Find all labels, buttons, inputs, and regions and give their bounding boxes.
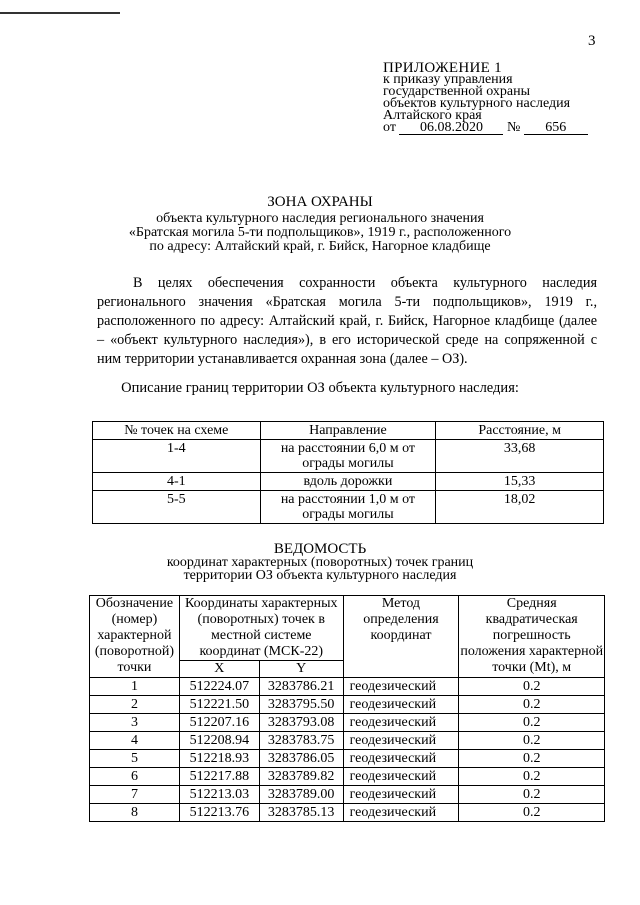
date-prefix: от	[383, 120, 396, 135]
cell-y: 3283783.75	[259, 732, 343, 750]
appendix-line: государственной охраны	[383, 84, 531, 99]
cell-number: 1	[90, 678, 180, 696]
cell-error: 0.2	[459, 804, 605, 822]
appendix-date-line	[383, 122, 588, 135]
cell-method: геодезический	[343, 768, 459, 786]
appendix-line: объектов культурного наследия	[383, 96, 571, 111]
zone-title-line: «Братская могила 5-ти подпольщиков», 1919 г., расположенного	[128, 225, 512, 240]
table-row	[93, 473, 604, 491]
cell-number: 8	[90, 804, 180, 822]
table-row	[93, 491, 604, 524]
header-coordinates: Координаты характерных (поворотных) точек в местной системе координат (МСК-22)	[179, 596, 343, 661]
header-error: Средняя квадратическая погрешность положения характерной точки (Mt), м	[459, 596, 605, 678]
appendix-block	[383, 62, 588, 135]
cell-direction: на расстоянии 1,0 м от ограды могилы	[260, 491, 436, 524]
number-label: №	[506, 120, 521, 135]
cell-error: 0.2	[459, 768, 605, 786]
cell-number: 4	[90, 732, 180, 750]
table-row	[90, 696, 605, 714]
intro-paragraph	[97, 274, 597, 369]
cell-x: 512218.93	[179, 750, 259, 768]
cell-number: 5	[90, 750, 180, 768]
cell-x: 512208.94	[179, 732, 259, 750]
cell-x: 512224.07	[179, 678, 259, 696]
scan-top-line	[0, 12, 120, 14]
cell-error: 0.2	[459, 786, 605, 804]
order-number: 656	[524, 122, 588, 135]
cell-method: геодезический	[343, 678, 459, 696]
table-row	[90, 786, 605, 804]
cell-distance: 33,68	[436, 440, 604, 473]
table-row	[90, 804, 605, 822]
header-x: X	[179, 661, 259, 678]
cell-points: 4-1	[93, 473, 261, 491]
cell-x: 512217.88	[179, 768, 259, 786]
table-row	[90, 768, 605, 786]
cell-y: 3283789.82	[259, 768, 343, 786]
header-point-number: Обозначение (номер) характерной (поворотной) точки	[90, 596, 180, 678]
page-number: 3	[588, 33, 596, 49]
cell-error: 0.2	[459, 750, 605, 768]
cell-number: 6	[90, 768, 180, 786]
header-y: Y	[259, 661, 343, 678]
cell-y: 3283795.50	[259, 696, 343, 714]
order-date: 06.08.2020	[399, 122, 503, 135]
table-row	[90, 750, 605, 768]
cell-y: 3283789.00	[259, 786, 343, 804]
cell-method: геодезический	[343, 750, 459, 768]
zone-title: ЗОНА ОХРАНЫ	[267, 194, 373, 210]
cell-method: геодезический	[343, 804, 459, 822]
cell-method: геодезический	[343, 714, 459, 732]
intro-paragraph-text: В целях обеспечения сохранности объекта культурного наследия регионального значения «Братская могила 5-ти подпольщиков», 1919 г., расположенного по адресу: Алтайский край, г. Бийск, Нагорное кладбище (далее – «объект культурного наследия»), в его исторической среде на сопряженной с ним территории устанавливается охранная зона (далее – ОЗ).	[97, 275, 597, 367]
cell-method: геодезический	[343, 786, 459, 804]
table-row	[93, 440, 604, 473]
table-header: Расстояние, м	[436, 422, 604, 440]
cell-method: геодезический	[343, 696, 459, 714]
cell-x: 512207.16	[179, 714, 259, 732]
vedomost-subtitle: координат характерных (поворотных) точек границ	[166, 555, 474, 570]
cell-distance: 15,33	[436, 473, 604, 491]
appendix-line: Алтайского края	[383, 108, 482, 123]
table-header: № точек на схеме	[93, 422, 261, 440]
coordinates-table	[89, 595, 605, 822]
cell-number: 7	[90, 786, 180, 804]
vedomost-subtitle: территории ОЗ объекта культурного наследия	[183, 568, 457, 583]
table-row	[90, 678, 605, 696]
cell-points: 5-5	[93, 491, 261, 524]
cell-direction: вдоль дорожки	[260, 473, 436, 491]
cell-error: 0.2	[459, 732, 605, 750]
description-title: Описание границ территории ОЗ объекта культурного наследия:	[121, 380, 519, 396]
appendix-heading: ПРИЛОЖЕНИЕ 1	[383, 60, 502, 76]
cell-method: геодезический	[343, 732, 459, 750]
vedomost-title: ВЕДОМОСТЬ	[273, 541, 367, 557]
table-header: Направление	[260, 422, 436, 440]
cell-direction: на расстоянии 6,0 м от ограды могилы	[260, 440, 436, 473]
boundaries-table	[92, 421, 604, 524]
cell-number: 2	[90, 696, 180, 714]
cell-x: 512221.50	[179, 696, 259, 714]
zone-title-line: объекта культурного наследия регионального значения	[156, 211, 484, 226]
cell-y: 3283793.08	[259, 714, 343, 732]
cell-error: 0.2	[459, 696, 605, 714]
cell-distance: 18,02	[436, 491, 604, 524]
cell-x: 512213.76	[179, 804, 259, 822]
cell-error: 0.2	[459, 714, 605, 732]
cell-number: 3	[90, 714, 180, 732]
cell-points: 1-4	[93, 440, 261, 473]
cell-error: 0.2	[459, 678, 605, 696]
cell-x: 512213.03	[179, 786, 259, 804]
appendix-line: к приказу управления	[383, 72, 513, 87]
cell-y: 3283785.13	[259, 804, 343, 822]
cell-y: 3283786.21	[259, 678, 343, 696]
zone-title-line: по адресу: Алтайский край, г. Бийск, Нагорное кладбище	[149, 239, 491, 254]
header-method: Метод определения координат	[343, 596, 459, 678]
cell-y: 3283786.05	[259, 750, 343, 768]
table-row	[90, 714, 605, 732]
table-row	[90, 732, 605, 750]
